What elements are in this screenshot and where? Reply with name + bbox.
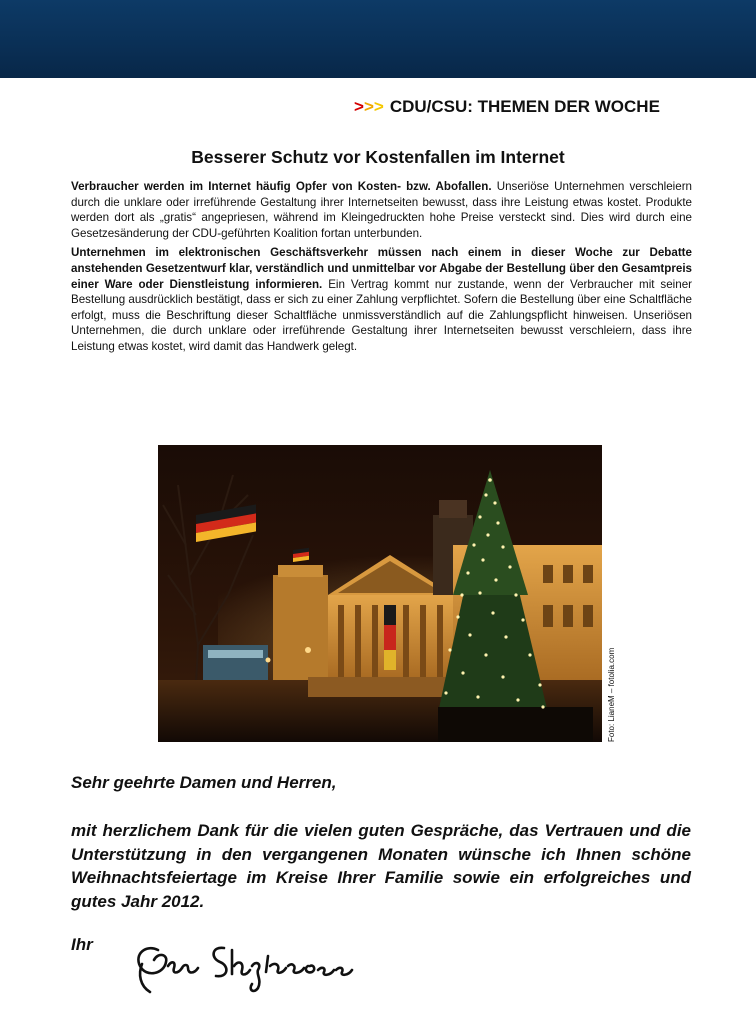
- paragraph-2: [71, 245, 692, 354]
- section-title: CDU/CSU: THEMEN DER WOCHE: [389, 97, 660, 116]
- reichstag-photo: [158, 445, 602, 742]
- paragraph-1-text: Unseriöse Unternehmen verschleiern durch die unklare oder irreführende Gestaltung ihrer Internetseiten bewusst, dass ihre Leistung etwas kostet. Produkte werden dort als „gratis“ angepriesen, während im Kleingedruckten hohe Preise versteckt sind. Dies wird durch eine Gesetzesänderung der CDU-geführten Koalition fortan unterbunden.: [71, 180, 693, 240]
- letter-closing: mit herzlichem Dank für die vielen guten Gespräche, das Vertrauen und die Unterstützung in den vergangenen Monaten wünsche ich Ihnen schöne Weihnachtsfeiertage im Kreise Ihrer Familie sowie ein erfolgreiches und gutes Jahr 2012.: [71, 821, 691, 911]
- paragraph-1-lead: Verbraucher werden im Internet häufig Opfer von Kosten- bzw. Abofallen.: [71, 180, 492, 193]
- letter-greeting: Sehr geehrte Damen und Herren,: [71, 773, 337, 792]
- top-banner: [0, 0, 756, 78]
- paragraph-2-text: Ein Vertrag kommt nur zustande, wenn der Verbraucher mit seiner Bestellung ausdrücklich bestätigt, dass er sich zu einer Zahlung verpflichtet. Sofern die Bestellung über eine Schaltfläche erfolgt, muss die Beschriftung dieser Schaltfläche unmissverständlich auf die Zahlungspflicht hinweisen. Unseriösen Unternehmen, die durch unklare oder irreführende Gestaltung ihrer Internetseiten bewusst verschleiern, dass ihre Leistung etwas kostet, wird damit das Handwerk gelegt.: [71, 277, 693, 353]
- article-body: [71, 179, 692, 359]
- reichstag-christmas-tree-image: [158, 445, 602, 742]
- arrows-icon: >>>: [354, 97, 384, 116]
- photo-credit: Foto: LianeM – fotolia.com: [607, 647, 616, 742]
- paragraph-1: [71, 179, 692, 241]
- section-header: [354, 97, 660, 117]
- article-headline: Besserer Schutz vor Kostenfallen im Internet: [191, 147, 565, 167]
- handwritten-signature: [128, 930, 358, 1002]
- letter-signoff: Ihr: [71, 935, 93, 954]
- paragraph-2-lead: Unternehmen im elektronischen Geschäftsverkehr müssen nach einem in dieser Woche zur Debatte anstehenden Gesetzentwurf klar, verständlich und unmittelbar vor Abgabe der Bestellung über den Gesamtpreis einer Ware oder Dienstleistung informieren.: [71, 246, 692, 291]
